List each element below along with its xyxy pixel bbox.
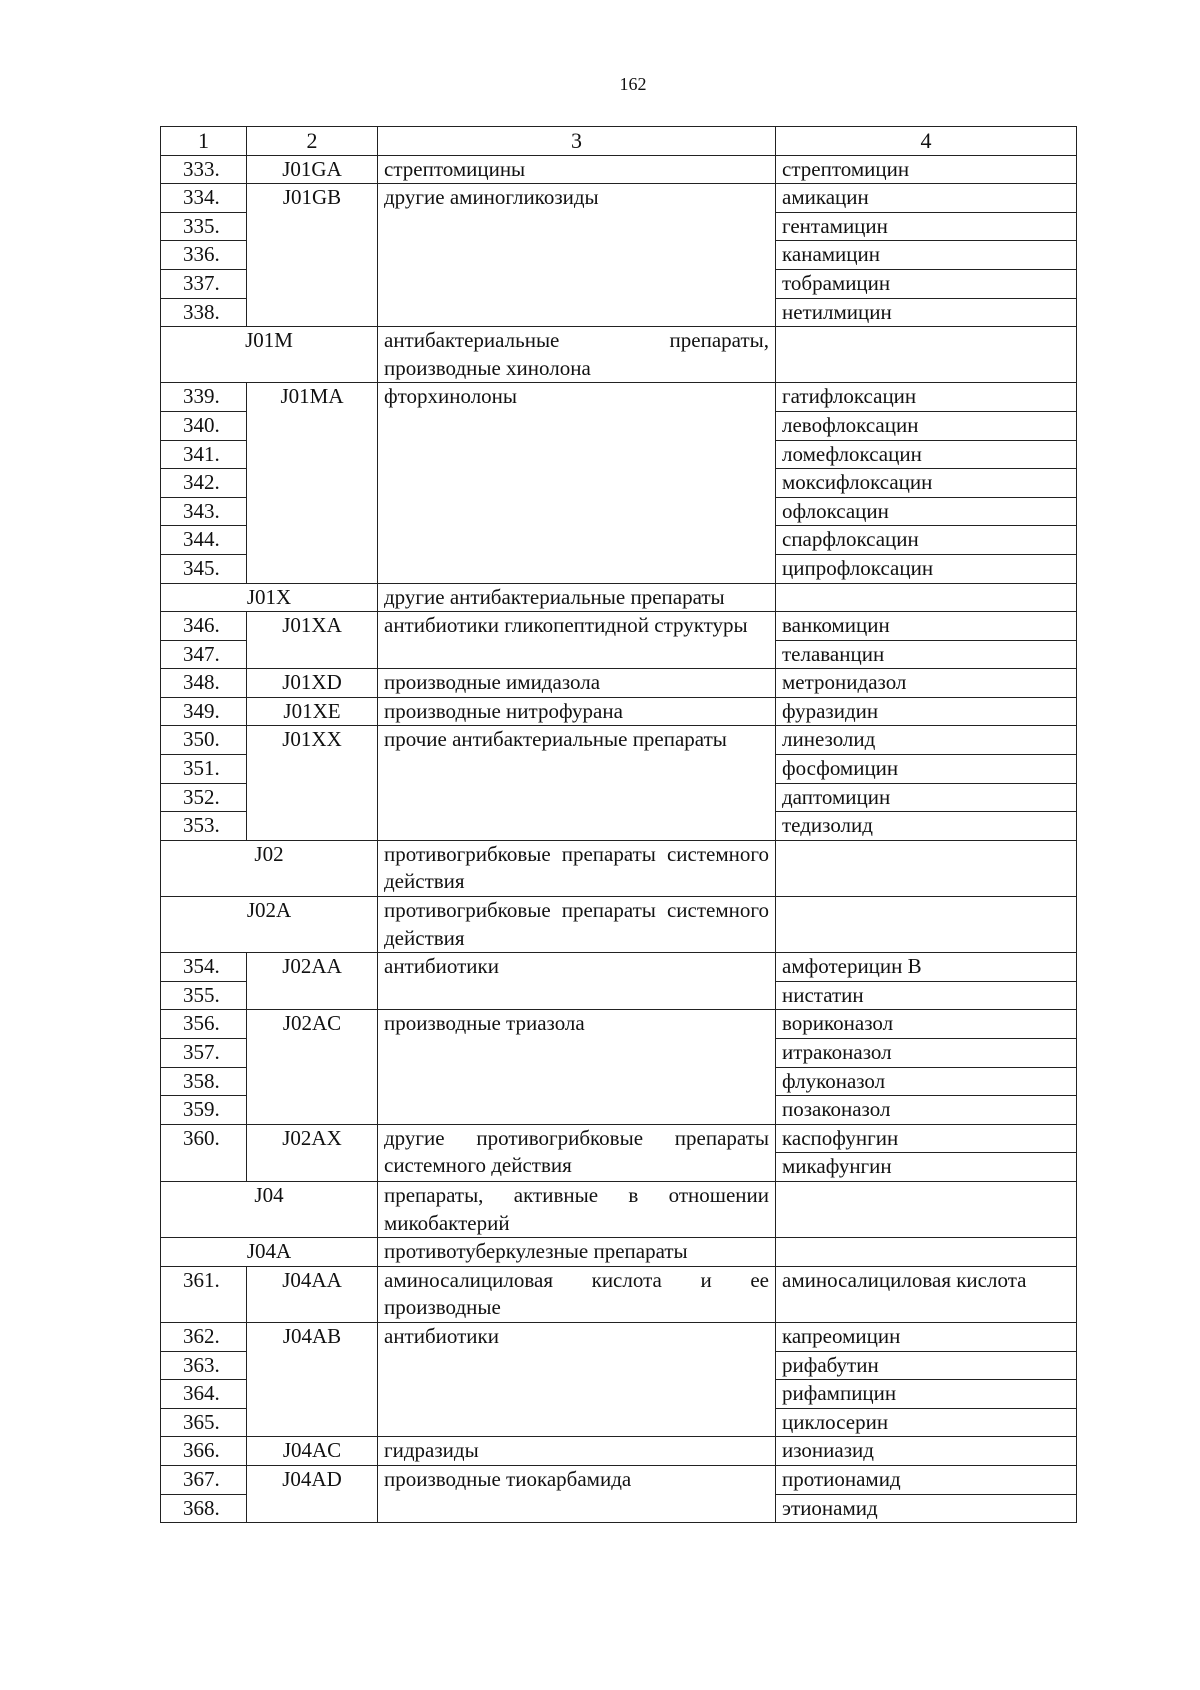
- group-code-cell: J01X: [161, 583, 378, 612]
- row-number-cell: 364.: [161, 1380, 247, 1409]
- row-number-cell: 356.: [161, 1010, 247, 1039]
- group-row: [161, 840, 1077, 896]
- atc-code-cell: J02AA: [247, 953, 378, 1010]
- drug-name-cell: вориконазол: [776, 1010, 1077, 1039]
- row-number-cell: 334.: [161, 184, 247, 213]
- drug-name-cell: нетилмицин: [776, 298, 1077, 327]
- group-code-cell: J04A: [161, 1238, 378, 1267]
- group-description-cell: другие аминогликозиды: [378, 184, 776, 327]
- column-header: 3: [378, 127, 776, 156]
- drug-name-cell: тедизолид: [776, 812, 1077, 841]
- drug-name-cell: левофлоксацин: [776, 411, 1077, 440]
- group-description-cell: препараты, активные в отношении микобактерий: [378, 1181, 776, 1237]
- group-description-cell: противогрибковые препараты системного действия: [378, 840, 776, 896]
- row-number-cell: 366.: [161, 1437, 247, 1466]
- group-description-cell: противогрибковые препараты системного действия: [378, 897, 776, 953]
- row-number-cell: 368.: [161, 1494, 247, 1523]
- group-description-cell: антибиотики гликопептидной структуры: [378, 612, 776, 669]
- table-row: [161, 726, 1077, 755]
- drug-name-cell: этионамид: [776, 1494, 1077, 1523]
- row-number-cell: 336.: [161, 241, 247, 270]
- row-number-cell: 358.: [161, 1067, 247, 1096]
- drug-name-cell: ципрофлоксацин: [776, 554, 1077, 583]
- group-row: [161, 327, 1077, 383]
- row-number-cell: 354.: [161, 953, 247, 982]
- group-row: [161, 583, 1077, 612]
- drug-name-cell: тобрамицин: [776, 269, 1077, 298]
- drug-name-cell: гентамицин: [776, 212, 1077, 241]
- drug-name-cell: канамицин: [776, 241, 1077, 270]
- drug-name-cell: офлоксацин: [776, 497, 1077, 526]
- group-description-cell: другие противогрибковые препараты системного действия: [378, 1124, 776, 1181]
- row-number-cell: 342.: [161, 469, 247, 498]
- drug-name-cell: рифабутин: [776, 1351, 1077, 1380]
- row-number-cell: 360.: [161, 1124, 247, 1181]
- row-number-cell: 367.: [161, 1465, 247, 1494]
- table-row: [161, 612, 1077, 641]
- group-description-cell: антибактериальные препараты, производные хинолона: [378, 327, 776, 383]
- drug-name-cell: позаконазол: [776, 1096, 1077, 1125]
- atc-code-cell: J01MA: [247, 383, 378, 583]
- drug-name-cell: флуконазол: [776, 1067, 1077, 1096]
- atc-code-cell: J02AC: [247, 1010, 378, 1124]
- row-number-cell: 363.: [161, 1351, 247, 1380]
- group-description-cell: стрептомицины: [378, 155, 776, 184]
- row-number-cell: 355.: [161, 981, 247, 1010]
- group-description-cell: гидразиды: [378, 1437, 776, 1466]
- drug-name-cell: капреомицин: [776, 1322, 1077, 1351]
- empty-drug-cell: [776, 897, 1077, 953]
- atc-code-cell: J01XA: [247, 612, 378, 669]
- column-header: 4: [776, 127, 1077, 156]
- row-number-cell: 339.: [161, 383, 247, 412]
- drug-name-cell: нистатин: [776, 981, 1077, 1010]
- row-number-cell: 348.: [161, 669, 247, 698]
- table-row: [161, 1266, 1077, 1322]
- table-row: [161, 1322, 1077, 1351]
- row-number-cell: 341.: [161, 440, 247, 469]
- table-row: [161, 155, 1077, 184]
- atc-code-cell: J02AX: [247, 1124, 378, 1181]
- group-code-cell: J04: [161, 1181, 378, 1237]
- group-description-cell: аминосалициловая кислота и ее производные: [378, 1266, 776, 1322]
- group-description-cell: производные нитрофурана: [378, 697, 776, 726]
- group-code-cell: J02A: [161, 897, 378, 953]
- drug-name-cell: даптомицин: [776, 783, 1077, 812]
- drug-name-cell: стрептомицин: [776, 155, 1077, 184]
- row-number-cell: 346.: [161, 612, 247, 641]
- atc-code-cell: J04AC: [247, 1437, 378, 1466]
- table-row: [161, 184, 1077, 213]
- row-number-cell: 337.: [161, 269, 247, 298]
- drug-name-cell: фуразидин: [776, 697, 1077, 726]
- group-row: [161, 897, 1077, 953]
- empty-drug-cell: [776, 840, 1077, 896]
- table-row: [161, 1437, 1077, 1466]
- empty-drug-cell: [776, 327, 1077, 383]
- drug-name-cell: рифампицин: [776, 1380, 1077, 1409]
- group-description-cell: другие антибактериальные препараты: [378, 583, 776, 612]
- drug-name-cell: аминосалициловая кислота: [776, 1266, 1077, 1322]
- drug-name-cell: фосфомицин: [776, 755, 1077, 784]
- table-row: [161, 669, 1077, 698]
- empty-drug-cell: [776, 1238, 1077, 1267]
- group-description-cell: противотуберкулезные препараты: [378, 1238, 776, 1267]
- page-number: 162: [619, 74, 647, 94]
- row-number-cell: 359.: [161, 1096, 247, 1125]
- row-number-cell: 361.: [161, 1266, 247, 1322]
- atc-code-cell: J01XX: [247, 726, 378, 840]
- group-description-cell: производные тиокарбамида: [378, 1465, 776, 1522]
- table-row: [161, 953, 1077, 982]
- row-number-cell: 352.: [161, 783, 247, 812]
- drug-name-cell: изониазид: [776, 1437, 1077, 1466]
- group-code-cell: J02: [161, 840, 378, 896]
- atc-code-cell: J01GA: [247, 155, 378, 184]
- group-row: [161, 1181, 1077, 1237]
- row-number-cell: 351.: [161, 755, 247, 784]
- drug-classification-table: [160, 126, 1077, 1523]
- group-description-cell: производные триазола: [378, 1010, 776, 1124]
- empty-drug-cell: [776, 1181, 1077, 1237]
- row-number-cell: 365.: [161, 1408, 247, 1437]
- group-code-cell: J01M: [161, 327, 378, 383]
- row-number-cell: 353.: [161, 812, 247, 841]
- atc-code-cell: J04AA: [247, 1266, 378, 1322]
- table-row: [161, 1465, 1077, 1494]
- table-row: [161, 1124, 1077, 1153]
- empty-drug-cell: [776, 583, 1077, 612]
- atc-code-cell: J01XD: [247, 669, 378, 698]
- atc-code-cell: J01GB: [247, 184, 378, 327]
- row-number-cell: 357.: [161, 1039, 247, 1068]
- group-description-cell: прочие антибактериальные препараты: [378, 726, 776, 840]
- drug-name-cell: ломефлоксацин: [776, 440, 1077, 469]
- drug-name-cell: каспофунгин: [776, 1124, 1077, 1153]
- group-description-cell: фторхинолоны: [378, 383, 776, 583]
- drug-name-cell: метронидазол: [776, 669, 1077, 698]
- row-number-cell: 349.: [161, 697, 247, 726]
- atc-code-cell: J04AB: [247, 1322, 378, 1436]
- row-number-cell: 362.: [161, 1322, 247, 1351]
- header-row: [161, 127, 1077, 156]
- row-number-cell: 340.: [161, 411, 247, 440]
- drug-name-cell: гатифлоксацин: [776, 383, 1077, 412]
- row-number-cell: 344.: [161, 526, 247, 555]
- atc-code-cell: J04AD: [247, 1465, 378, 1522]
- drug-name-cell: итраконазол: [776, 1039, 1077, 1068]
- drug-name-cell: микафунгин: [776, 1153, 1077, 1182]
- drug-name-cell: амикацин: [776, 184, 1077, 213]
- drug-name-cell: протионамид: [776, 1465, 1077, 1494]
- drug-name-cell: циклосерин: [776, 1408, 1077, 1437]
- drug-name-cell: амфотерицин В: [776, 953, 1077, 982]
- column-header: 2: [247, 127, 378, 156]
- drug-name-cell: спарфлоксацин: [776, 526, 1077, 555]
- row-number-cell: 350.: [161, 726, 247, 755]
- row-number-cell: 333.: [161, 155, 247, 184]
- group-description-cell: антибиотики: [378, 1322, 776, 1436]
- row-number-cell: 335.: [161, 212, 247, 241]
- table-row: [161, 1010, 1077, 1039]
- row-number-cell: 338.: [161, 298, 247, 327]
- group-row: [161, 1238, 1077, 1267]
- row-number-cell: 343.: [161, 497, 247, 526]
- group-description-cell: производные имидазола: [378, 669, 776, 698]
- table-row: [161, 383, 1077, 412]
- row-number-cell: 347.: [161, 640, 247, 669]
- atc-code-cell: J01XE: [247, 697, 378, 726]
- row-number-cell: 345.: [161, 554, 247, 583]
- drug-name-cell: линезолид: [776, 726, 1077, 755]
- column-header: 1: [161, 127, 247, 156]
- drug-name-cell: телаванцин: [776, 640, 1077, 669]
- drug-name-cell: моксифлоксацин: [776, 469, 1077, 498]
- table-row: [161, 697, 1077, 726]
- drug-name-cell: ванкомицин: [776, 612, 1077, 641]
- table-body: [161, 127, 1077, 1523]
- group-description-cell: антибиотики: [378, 953, 776, 1010]
